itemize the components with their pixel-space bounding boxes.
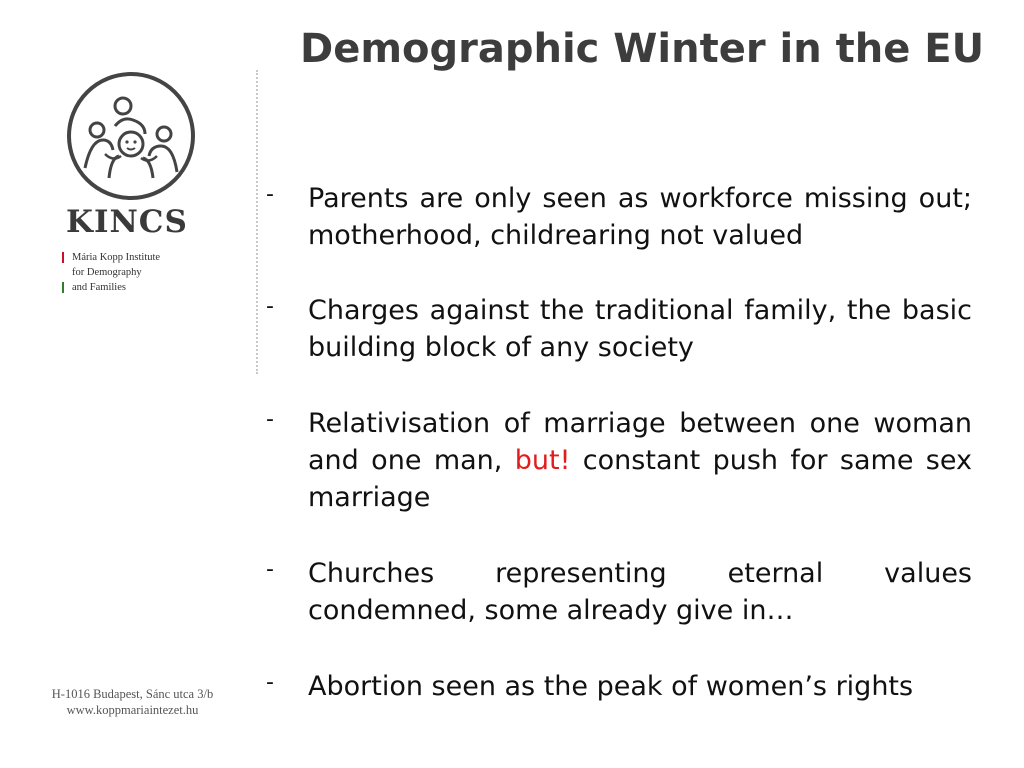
institute-line-text: for Demography <box>72 267 142 278</box>
footer-address: H-1016 Budapest, Sánc utca 3/b <box>51 687 214 701</box>
bullet-marker: - <box>266 294 274 319</box>
bullet-text: Abortion seen as the peak of women’s rights <box>308 671 914 702</box>
bullet-text <box>308 405 972 516</box>
bullet-marker: - <box>266 557 274 582</box>
institute-line <box>62 265 212 280</box>
bullet-marker: - <box>266 407 274 432</box>
institute-line <box>62 280 212 295</box>
bullet-text-part: constant push for same sex marriage <box>308 445 972 513</box>
bullet-item <box>266 405 972 516</box>
bullet-item <box>266 180 972 254</box>
bullet-item <box>266 668 972 705</box>
slide-title: Demographic Winter in the EU <box>300 26 985 72</box>
institute-line <box>62 250 212 265</box>
institute-line-text: and Families <box>72 282 126 293</box>
footer-contact <box>40 686 225 718</box>
bullet-text: Charges against the traditional family, the basic building block of any society <box>308 295 972 363</box>
family-circle-icon <box>61 68 201 204</box>
highlight-text: but! <box>514 445 571 476</box>
institute-line-text: Mária Kopp Institute <box>72 252 161 263</box>
bullet-marker: - <box>266 182 274 207</box>
bullet-item <box>266 292 972 366</box>
bullet-item <box>266 555 972 629</box>
kincs-logo <box>58 66 208 296</box>
logo-brand: KINCS <box>66 204 188 240</box>
logo-institute-name <box>62 250 212 295</box>
footer-website: www.koppmariaintezet.hu <box>66 703 199 717</box>
flag-bar-red <box>62 252 64 263</box>
dotted-divider <box>256 70 258 374</box>
flag-bar-white <box>62 267 64 278</box>
bullet-text: Churches representing eternal values condemned, some already give in… <box>308 558 972 626</box>
bullet-marker: - <box>266 670 274 695</box>
bullet-text: Parents are only seen as workforce missing out; motherhood, childrearing not valued <box>308 183 972 251</box>
bullet-text-part: Relativisation of marriage between one woman and one man, <box>308 408 972 476</box>
flag-bar-green <box>62 282 64 293</box>
